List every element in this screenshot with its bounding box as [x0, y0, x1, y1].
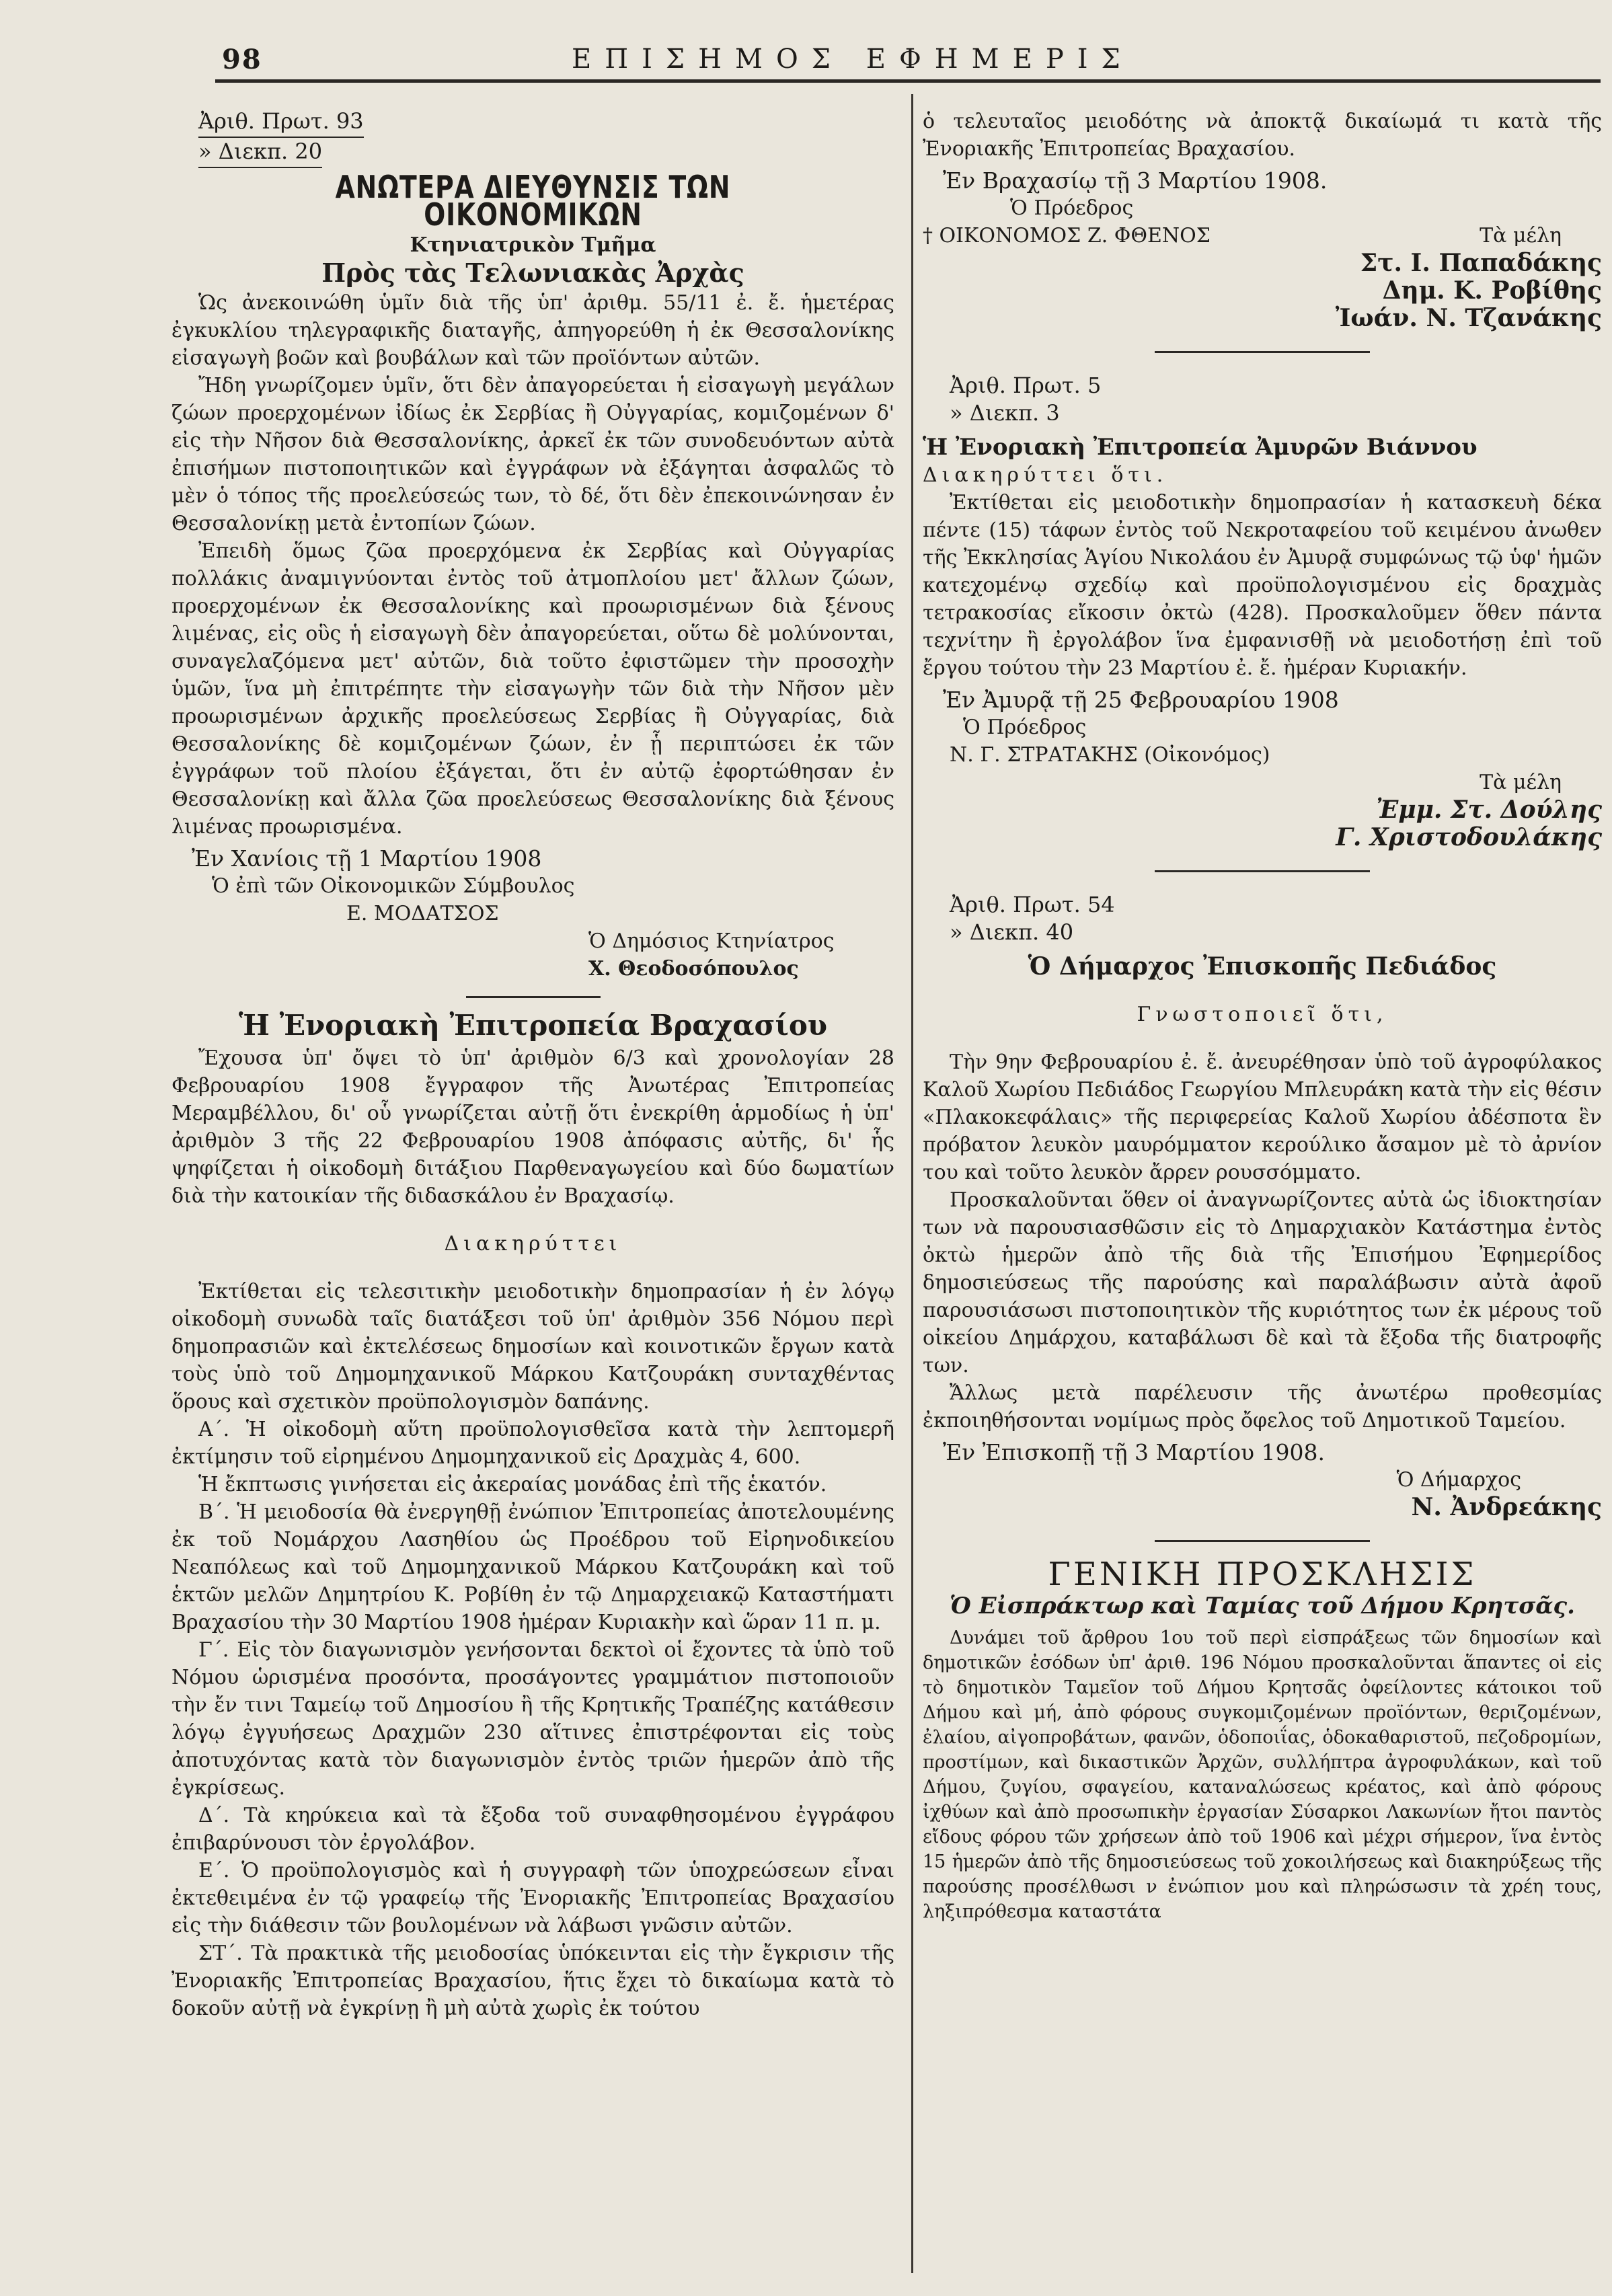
addressee-label: Πρὸς τὰς Τελωνιακὰς Ἀρχὰς [321, 258, 744, 288]
body-paragraph: Ἔχουσα ὑπ' ὄψει τὸ ὑπ' ἀριθμὸν 6/3 καὶ χρονολογίαν 28 Φεβρουαρίου 1908 ἔγγραφον τῆς Ἀνωτέρας Ἐπιτροπείας Μεραμβέλλου, δι' οὗ γνωρίζεται αὐτῇ ὅτι ἐνεκρίθη ἁρμοδίως ἡ ὑπ' ἀριθμὸν 3 τῆς 22 Φεβρουαρίου 1908 ἀπόφασις αὐτῆς, δι' ἧς ψηφίζεται ἡ οἰκοδομὴ διτάξιου Παρθεναγωγείου καὶ δύο δωματίων διὰ τὴν κατοικίαν τῆς διδασκάλου ἐν Βραχασίῳ. [171, 1046, 894, 1208]
body-paragraph: Δ΄. Τὰ κηρύκεια καὶ τὰ ἔξοδα τοῦ συναφθησομένου ἐγγράφου ἐπιβαρύνουσι τὸν ἐργολάβον. [171, 1804, 894, 1855]
member-name: Γ. Χριστοδουλάκης [1336, 823, 1602, 851]
notice-heading: ΓΕΝΙΚΗ ΠΡΟΣΚΛΗΣΙΣ [1048, 1556, 1477, 1593]
protocol-number: Ἀριθ. Πρωτ. 5 [950, 373, 1102, 398]
notice-general-invitation [923, 1556, 1602, 1924]
header-rule [215, 79, 1601, 83]
column-divider [911, 94, 913, 2273]
body-paragraph: Τὴν 9ην Φεβρουαρίου ἐ. ἔ. ἀνευρέθησαν ὑπὸ τοῦ ἀγροφύλακος Καλοῦ Χωρίου Πεδιάδος Γεωργίου Μπλευράκη κατὰ τὴν εἰς θέσιν «Πλακοκεφάλαις» τῆς περιφερείας Καλοῦ Χωρίου ἀδέσποτα ἓν πρόβατον λευκὸν μαυρόμματον κερούλικο ἄσαμον μὲ τὸ ἀρνίον του καὶ τοῦτο λευκὸν ἄρρεν ρουσσόμματο. [923, 1050, 1602, 1184]
signature-row [923, 222, 1602, 250]
page-number: 98 [222, 44, 262, 75]
president-name: † ΟΙΚΟΝΟΜΟΣ Ζ. ΦΘΕΝΟΣ [923, 224, 1211, 247]
page-header [222, 37, 1580, 84]
left-column [171, 108, 894, 2022]
signature-name: Ε. ΜΟΔΑΤΣΟΣ [346, 902, 499, 925]
president-name: Ν. Γ. ΣΤΡΑΤΑΚΗΣ (Οἰκονόμος) [950, 743, 1270, 767]
president-role: Ὁ Πρόεδρος [963, 716, 1087, 739]
member-name: Ἰωάν. Ν. Τζανάκης [1335, 304, 1602, 332]
body-paragraph: Ε΄. Ὁ προϋπολογισμὸς καὶ ἡ συγγραφὴ τῶν ὑποχρεώσεων εἶναι ἐκτεθειμένα ἐν τῷ γραφείῳ τῆς Ἐνοριακῆς Ἐπιτροπείας Βραχασίου εἰς τὴν διάθεσιν τῶν βουλομένων νὰ λάβωσι γνῶσιν αὐτῶν. [171, 1859, 894, 1938]
members-label: Τὰ μέλη [1480, 224, 1562, 247]
proclamation-label: Διακηρύττει [444, 1232, 622, 1256]
dispatch-number: » Διεκπ. 3 [950, 400, 1060, 426]
section-divider [1155, 351, 1370, 353]
proclamation-label: Γνωστοποιεῖ ὅτι, [1137, 1003, 1388, 1026]
section-divider [466, 996, 601, 998]
body-paragraph: Ἐκτίθεται εἰς μειοδοτικὴν δημοπρασίαν ἡ κατασκευὴ δέκα πέντε (15) τάφων ἐντὸς τοῦ Νεκροταφείου τοῦ κειμένου ἀνωθεν τῆς Ἐκκλησίας Ἁγίου Νικολάου ἐν Ἀμυρᾷ συμφώνως τῷ ὑφ' ἡμῶν κατεχομένῳ σχεδίῳ καὶ προϋπολογισμένου εἰς δραχμὰς τετρακοσίας εἴκοσιν ὀκτὼ (428). Προσκαλοῦμεν ὅθεν πάντα τεχνίτην ἢ ἐργολάβον ἵνα ἐμφανισθῇ νὰ μειοδοτήσῃ ἐπὶ τοῦ ἔργου τούτου τὴν 23 Μαρτίου ἐ. ἔ. ἡμέραν Κυριακήν. [923, 491, 1602, 680]
notice-heading: ΑΝΩΤΕΡΑ ΔΙΕΥΘΥΝΣΙΣ ΤΩΝ ΟΙΚΟΝΟΜΙΚΩΝ [335, 169, 731, 233]
proclamation-label: Διακηρύττει ὅτι. [923, 463, 1168, 487]
notice-heading: Ἡ Ἐνοριακὴ Ἐπιτροπεία Ἀμυρῶν Βιάννου [923, 434, 1477, 461]
body-paragraph: Β΄. Ἡ μειοδοσία θὰ ἐνεργηθῇ ἐνώπιον Ἐπιτροπείας ἀποτελουμένης ἐκ τοῦ Νομάρχου Λασηθίου ὡς Προέδρου τοῦ Εἰρηνοδικείου Νεαπόλεως καὶ τοῦ Δημομηχανικοῦ Μάρκου Κατζουράκη καὶ τοῦ ἑκτῶν μελῶν Δημητρίου Κ. Ροβίθη ἐν τῷ Δημαρχειακῷ Καταστήματι Βραχασίου τὴν 30 Μαρτίου 1908 ἡμέραν Κυριακὴν καὶ ὥραν 11 π. μ. [171, 1500, 894, 1634]
member-name: Δημ. Κ. Ροβίθης [1382, 276, 1602, 305]
signature-role: Ὁ Δημόσιος Κτηνίατρος [588, 929, 835, 953]
dispatch-number: » Διεκπ. 40 [950, 919, 1074, 945]
signature-name: Χ. Θεοδοσόπουλος [588, 957, 799, 981]
body-paragraph: Ἐπειδὴ ὅμως ζῶα προερχόμενα ἐκ Σερβίας καὶ Οὐγγαρίας πολλάκις ἀναμιγνύονται ἐντὸς τοῦ ἀτμοπλοίου μετ' ἄλλων ζώων, προερχομένων ἐκ Θεσσαλονίκης καὶ προωρισμένων διὰ ξένους λιμένας, εἰς οὓς ἡ εἰσαγωγὴ δὲν ἀπαγορεύεται, οὕτω δὲ μολύνονται, συναγελαζόμενα μετ' αὐτῶν, διὰ τοῦτο ἐφιστῶμεν τὴν προσοχὴν ὑμῶν, ἵνα μὴ ἐπιτρέπητε τὴν εἰσαγωγὴν τῶν διὰ τὴν Νῆσον μὲν προωρισμένων ἀρχικῆς προελεύσεως Σερβίας ἢ Οὐγγαρίας, διὰ Θεσσαλονίκης δὲ κομιζομένων ζώων, ἐν ᾗ περιπτώσει ἐκ τῶν ἐγγράφων τοῦ πλοίου ἐξάγεται, ὅτι ἐν αὐτῷ ἐφορτώθησαν ἐν Θεσσαλονίκῃ καὶ ἄλλα ζῶα προελεύσεως Θεσσαλονίκης διὰ ξένους λιμένας προωρισμένα. [171, 539, 894, 839]
members-label: Τὰ μέλη [1480, 771, 1562, 794]
notice-vrachasi-signatures [923, 108, 1602, 332]
right-column [923, 108, 1602, 1924]
notice-heading: Ἡ Ἐνοριακὴ Ἐπιτροπεία Βραχασίου [239, 1009, 827, 1042]
body-paragraph: Ἤδη γνωρίζομεν ὑμῖν, ὅτι δὲν ἀπαγορεύεται ἡ εἰσαγωγὴ μεγάλων ζώων προερχομένων ἰδίως ἐκ Σερβίας ἢ Οὐγγαρίας, κομιζομένων δ' εἰς τὴν Νῆσον διὰ Θεσσαλονίκης, ἀρκεῖ ἐκ τῶν συνοδευόντων αὐτὰ ἐπισήμων πιστοποιητικῶν καὶ ἐγγράφων νὰ ἐξάγηται ἀσφαλῶς τὸ μὲν ὁ τόπος τῆς προελεύσεώς των, τὸ δέ, ὅτι δὲν ἐπεκοινώνησαν ἐν Θεσσαλονίκῃ μετὰ ἐντοπίων ζώων. [171, 374, 894, 535]
body-paragraph: Δυνάμει τοῦ ἄρθρου 1ου τοῦ περὶ εἰσπράξεως τῶν δημοσίων καὶ δημοτικῶν ἐσόδων ὑπ' ἀριθ. 196 Νόμου προσκαλοῦνται ἅπαντες οἱ εἰς τὸ δημοτικὸν Ταμεῖον τοῦ Δήμου Κρητσᾶς ὀφείλοντες κάτοικοι τοῦ Δήμου καὶ μή, ἀπὸ φόρους συγκομιζομένων προϊόντων, θεριζομένων, ἐλαίου, αἰγοπροβάτων, φανῶν, ὁδοποιΐας, ὁδοκαθαριστοῦ, πεζοδρομίων, προστίμων, καὶ δικαστικῶν Ἀρχῶν, συλλήπτρα ἀγροφυλάκων, καὶ τοῦ Δήμου, ζυγίου, σφαγείου, καταναλώσεως κρέατος, καὶ ἀπὸ φόρους ἰχθύων καὶ ἀπὸ προσωπικὴν ἐργασίαν Σύσαρκοι Λακωνίων ἤτοι παντὸς εἴδους φόρου τῶν χρήσεων ἀπὸ τοῦ 1906 καὶ μέχρι σήμερον, ἵνα ἐντὸς 15 ἡμερῶν ἀπὸ τῆς δημοσιεύσεως τοῦ χοκοιλήσεως καὶ διακηρύξεως τῆς παρούσης προσέλθωσι ν ἐνώπιον μου καὶ πληρώσωσιν τὰ χρέη τους, ληξιπρόθεσμα καταστάτα [923, 1628, 1602, 1922]
president-role: Ὁ Πρόεδρος [1010, 196, 1134, 220]
department-label: Κτηνιατρικὸν Τμῆμα [410, 233, 656, 257]
protocol-number: Ἀριθ. Πρωτ. 54 [950, 892, 1115, 917]
protocol-number: Ἀριθ. Πρωτ. 93 [171, 108, 894, 138]
signature-role: Ὁ ἐπὶ τῶν Οἰκονομικῶν Σύμβουλος [212, 874, 575, 898]
section-divider [1155, 1540, 1370, 1542]
notice-subtitle: Ὁ Εἰσπράκτωρ καὶ Ταμίας τοῦ Δήμου Κρητσᾶς. [950, 1593, 1575, 1619]
notice-customs-veterinary [171, 108, 894, 983]
body-paragraph: ΣΤ΄. Τὰ πρακτικὰ τῆς μειοδοσίας ὑπόκεινται εἰς τὴν ἔγκρισιν τῆς Ἐνοριακῆς Ἐπιτροπείας Βραχασίου, ἥτις ἔχει τὸ δικαίωμα κατὰ τὸ δοκοῦν αὐτῇ νὰ ἐγκρίνῃ ἢ μὴ αὐτὰ χωρὶς ἐκ τούτου [171, 1942, 894, 2020]
dispatch-number: » Διεκπ. 20 [171, 138, 894, 168]
body-paragraph: Ἄλλως μετὰ παρέλευσιν τῆς ἀνωτέρω προθεσμίας ἐκποιηθήσονται νομίμως πρὸς ὄφελος τοῦ Δημοτικοῦ Ταμείου. [923, 1381, 1602, 1432]
dateline: Ἐν Ἐπισκοπῇ τῇ 3 Μαρτίου 1908. [943, 1439, 1326, 1465]
notice-vrachasi-parish [171, 1011, 894, 2022]
notice-amyroi-parish [923, 372, 1602, 851]
dateline: Ἐν Βραχασίῳ τῇ 3 Μαρτίου 1908. [943, 167, 1328, 194]
notice-heading: Ὁ Δήμαρχος Ἐπισκοπῆς Πεδιάδος [1028, 952, 1497, 981]
notice-episkopi-mayor [923, 891, 1602, 1521]
body-paragraph: Ὡς ἀνεκοινώθη ὑμῖν διὰ τῆς ὑπ' ἀριθμ. 55/11 ἐ. ἔ. ἡμετέρας ἐγκυκλίου τηλεγραφικῆς διαταγῆς, ἀπηγορεύθη ἡ ἐκ Θεσσαλονίκης εἰσαγωγὴ βοῶν καὶ βουβάλων καὶ τῶν προϊόντων αὐτῶν. [171, 291, 894, 370]
body-paragraph: Ἐκτίθεται εἰς τελεσιτικὴν μειοδοτικὴν δημοπρασίαν ἡ ἐν λόγῳ οἰκοδομὴ συνωδὰ ταῖς διατάξεσι τοῦ ὑπ' ἀριθμὸν 356 Νόμου περὶ δημοπρασιῶν καὶ ἐκτελέσεως δημοσίων καὶ κοινοτικῶν ἔργων κατὰ τοὺς ὑπὸ τοῦ Δημομηχανικοῦ Μάρκου Κατζουράκη συνταχθέντας ὅρους καὶ σχετικὸν προϋπολογισμὸν δαπάνης. [171, 1280, 894, 1414]
dateline: Ἐν Ἀμυρᾷ τῇ 25 Φεβρουαρίου 1908 [943, 687, 1339, 713]
body-paragraph: Γ΄. Εἰς τὸν διαγωνισμὸν γενήσονται δεκτοὶ οἱ ἔχοντες τὰ ὑπὸ τοῦ Νόμου ὡρισμένα προσόντα, προσάγοντες γραμμάτιον πιστοποιοῦν τὴν ἔν τινι Ταμείῳ τοῦ Δημοσίου ἢ τῆς Κρητικῆς Τραπέζης κατάθεσιν λόγῳ ἐγγυήσεως Δραχμῶν 230 αἵτινες ἐπιστρέφονται εἰς τοὺς ἀποτυχόντας κατὰ τὸν διαγωνισμὸν ἐντὸς τριῶν ἡμερῶν ἀπὸ τῆς ἐγκρίσεως. [171, 1638, 894, 1800]
signature-role: Ὁ Δήμαρχος [1396, 1468, 1521, 1492]
dateline: Ἐν Χανίοις τῇ 1 Μαρτίου 1908 [192, 845, 542, 872]
body-paragraph: Προσκαλοῦνται ὅθεν οἱ ἀναγνωρίζοντες αὐτὰ ὡς ἰδιοκτησίαν των νὰ παρουσιασθῶσιν εἰς τὸ Δημαρχιακὸν Κατάστημα ἐντὸς ὀκτὼ ἡμερῶν ἀπὸ τῆς διὰ τῆς Ἐπισήμου Ἐφημερίδος δημοσιεύσεως τῆς παρούσης καὶ παραλάβωσιν αὐτὰ ἀφοῦ παρουσιάσωσι πιστοποιητικὸν τῆς κυριότητος των ἐκ μέρους τοῦ οἰκείου Δημάρχου, καταβάλωσι δὲ καὶ τὰ ἔξοδα τῆς διατροφῆς των. [923, 1188, 1602, 1377]
masthead-title: ΕΠΙΣΗΜΟΣ ΕΦΗΜΕΡΙΣ [572, 44, 1134, 75]
section-divider [1155, 870, 1370, 872]
continuation-text: ὁ τελευταῖος μειοδότης νὰ ἀποκτᾷ δικαίωμά τι κατὰ τῆς Ἐνοριακῆς Ἐπιτροπείας Βραχασίου. [923, 110, 1602, 161]
signature-name: Ν. Ἀνδρεάκης [1411, 1493, 1602, 1521]
body-paragraph: Ἡ ἔκπτωσις γινήσεται εἰς ἀκεραίας μονάδας ἐπὶ τῆς ἑκατόν. [198, 1473, 827, 1496]
member-name: Ἐμμ. Στ. Δούλης [1376, 796, 1602, 824]
body-paragraph: Α΄. Ἡ οἰκοδομὴ αὕτη προϋπολογισθεῖσα κατὰ τὴν λεπτομερῆ ἐκτίμησιν τοῦ εἰρημένου Δημομηχανικοῦ εἰς Δραχμὰς 4, 600. [171, 1418, 894, 1469]
member-name: Στ. Ι. Παπαδάκης [1360, 249, 1602, 277]
